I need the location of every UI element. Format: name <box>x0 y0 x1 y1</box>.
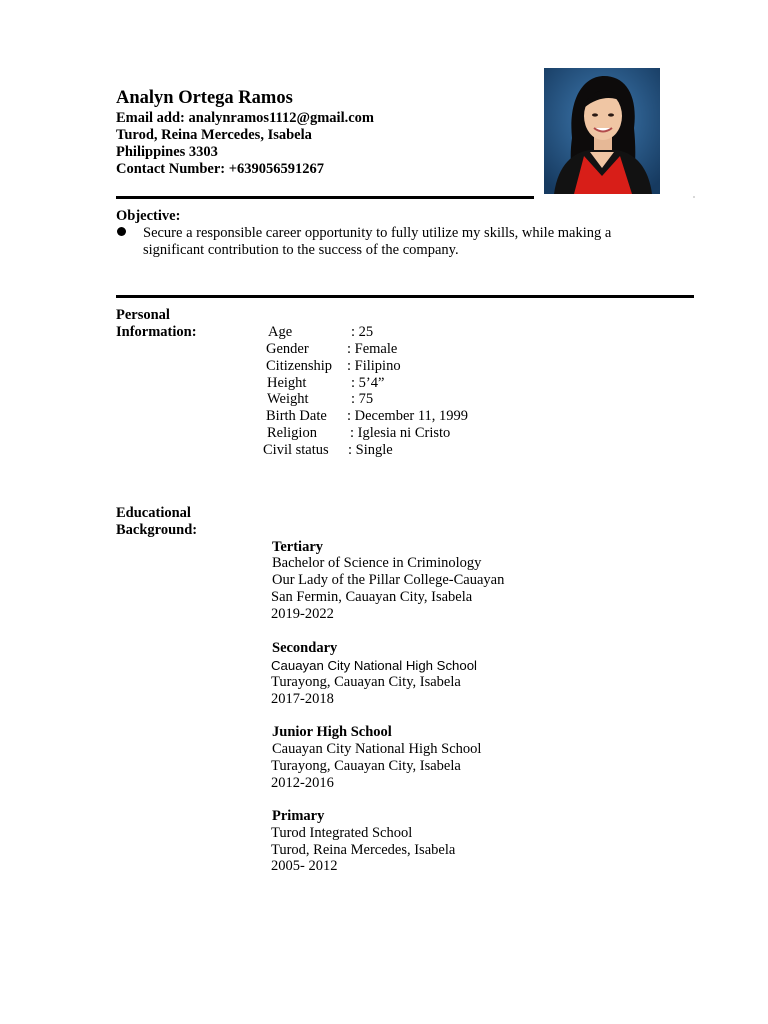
field-value-birth-date: : December 11, 1999 <box>347 408 469 424</box>
header-divider <box>116 196 534 199</box>
secondary-school: Cauayan City National High School <box>271 658 477 673</box>
field-label-civil-status: Civil status <box>263 442 329 458</box>
primary-school: Turod Integrated School <box>271 825 413 841</box>
objective-text-line-1: Secure a responsible career opportunity to fully utilize my skills, while making a <box>143 225 612 241</box>
field-value-civil-status: : Single <box>348 442 393 458</box>
junior-high-years: 2012-2016 <box>271 775 334 791</box>
personal-heading-line-1: Personal <box>116 307 170 323</box>
tertiary-degree: Bachelor of Science in Criminology <box>272 555 482 571</box>
tertiary-address: San Fermin, Cauayan City, Isabela <box>271 589 473 605</box>
email-line: Email add: analynramos1112@gmail.com <box>116 110 374 126</box>
junior-high-school: Cauayan City National High School <box>272 741 482 757</box>
objective-divider <box>116 295 694 298</box>
secondary-address: Turayong, Cauayan City, Isabela <box>271 674 461 690</box>
junior-high-level: Junior High School <box>272 724 392 740</box>
contact-line: Contact Number: +639056591267 <box>116 161 325 177</box>
field-label-weight: Weight <box>267 391 309 407</box>
field-label-height: Height <box>267 375 307 391</box>
field-value-citizenship: : Filipino <box>347 358 401 374</box>
address-line-1: Turod, Reina Mercedes, Isabela <box>116 127 312 143</box>
primary-years: 2005- 2012 <box>271 858 338 874</box>
field-label-citizenship: Citizenship <box>266 358 333 374</box>
page-mark <box>693 196 695 198</box>
field-label-religion: Religion <box>267 425 317 441</box>
field-value-religion: : Iglesia ni Cristo <box>350 425 451 441</box>
field-label-birth-date: Birth Date <box>266 408 327 424</box>
bullet-icon <box>117 227 126 236</box>
primary-address: Turod, Reina Mercedes, Isabela <box>271 842 456 858</box>
personal-heading-line-2: Information: <box>116 324 197 340</box>
field-label-gender: Gender <box>266 341 309 357</box>
primary-level: Primary <box>272 808 325 824</box>
portrait-photo <box>544 68 660 194</box>
objective-heading: Objective: <box>116 208 181 224</box>
junior-high-address: Turayong, Cauayan City, Isabela <box>271 758 461 774</box>
tertiary-level: Tertiary <box>272 539 324 555</box>
portrait-photo-image <box>544 68 660 194</box>
secondary-years: 2017-2018 <box>271 691 334 707</box>
tertiary-school: Our Lady of the Pillar College-Cauayan <box>272 572 505 588</box>
objective-text-line-2: significant contribution to the success of the company. <box>143 242 459 258</box>
education-heading-line-1: Educational <box>116 505 191 521</box>
address-line-2: Philippines 3303 <box>116 144 218 160</box>
applicant-name: Analyn Ortega Ramos <box>116 88 293 108</box>
field-value-gender: : Female <box>347 341 398 357</box>
field-value-height: : 5’4” <box>351 375 385 391</box>
education-heading-line-2: Background: <box>116 522 198 538</box>
field-label-age: Age <box>268 324 293 340</box>
secondary-level: Secondary <box>272 640 338 656</box>
tertiary-years: 2019-2022 <box>271 606 334 622</box>
field-value-weight: : 75 <box>351 391 374 407</box>
field-value-age: : 25 <box>351 324 374 340</box>
